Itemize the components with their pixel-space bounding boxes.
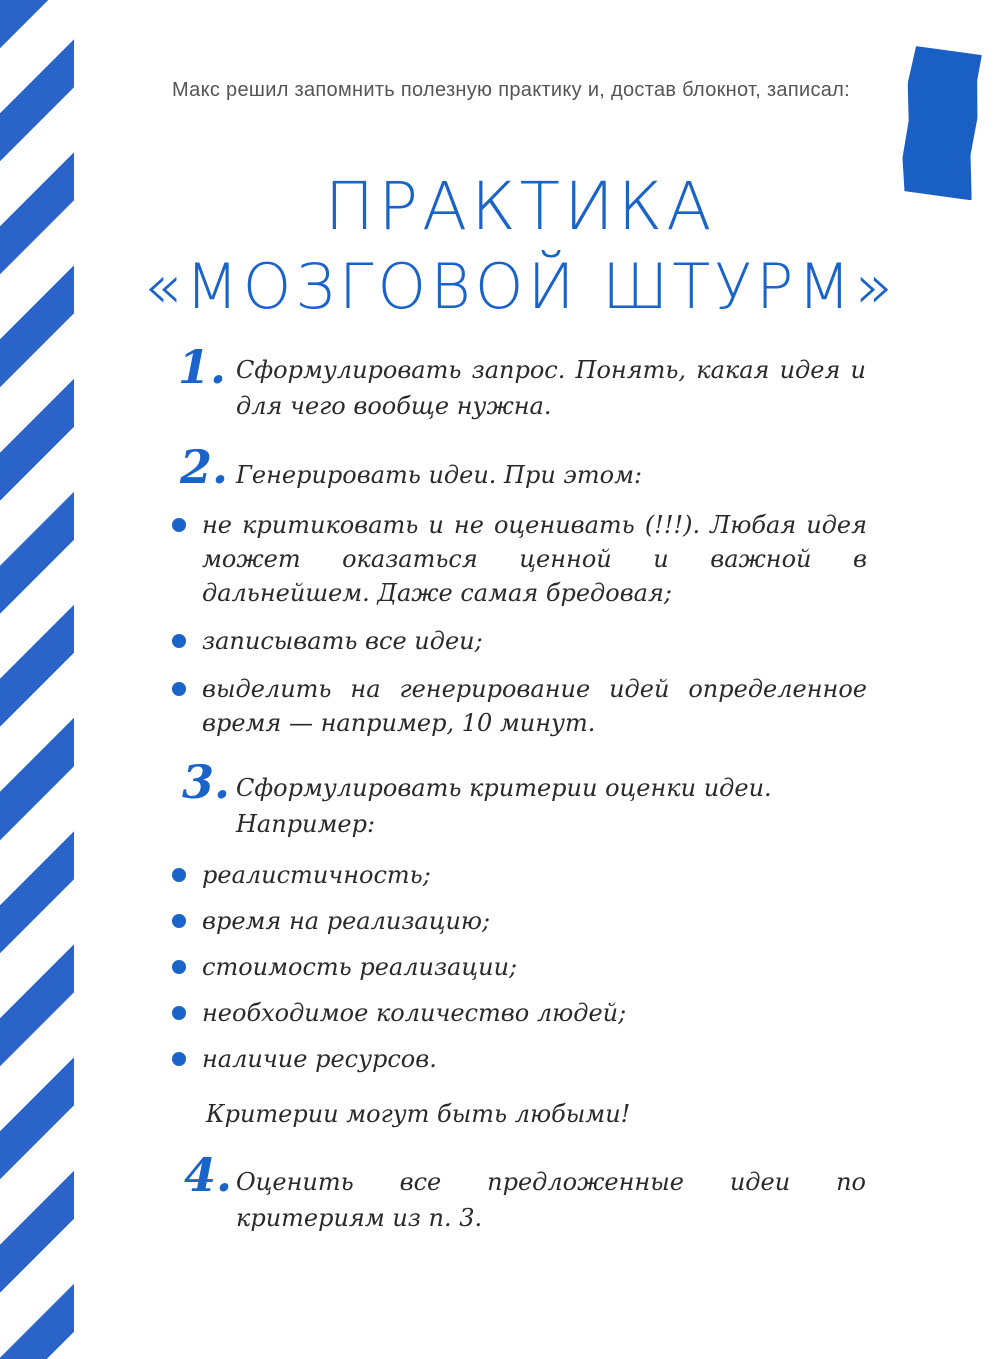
bullet-dot <box>172 634 186 648</box>
step3-bullet-2: время на реализацию; <box>202 907 491 935</box>
criteria-note: Критерии могут быть любыми! <box>206 1100 631 1128</box>
bullet-dot <box>172 868 186 882</box>
step-number-4: 4. <box>184 1148 233 1202</box>
step3-bullet-4: необходимое количество людей; <box>202 999 627 1027</box>
step3-bullet-3: стоимость реализации; <box>202 953 518 981</box>
bullet-dot <box>172 1006 186 1020</box>
intro-text: Макс решил запомнить полезную практику и, достав блокнот, записал: <box>172 79 851 101</box>
bullet-dot <box>172 914 186 928</box>
step-text-4: Оценить все предложенные идеи по критериям из п. 3. <box>236 1168 866 1232</box>
title-line-2: «МОЗГОВОЙ ШТУРМ» <box>143 250 897 323</box>
stripe-edge <box>74 0 84 1359</box>
bullet-dot <box>172 960 186 974</box>
title-line-1: ПРАКТИКА <box>324 168 716 245</box>
step-number-3: 3. <box>182 755 231 809</box>
step3-bullet-5: наличие ресурсов. <box>202 1045 437 1073</box>
step-text-3: Сформулировать критерии оценки идеи. Например: <box>236 774 772 838</box>
bullet-dot <box>172 518 186 532</box>
bullet-dot <box>172 682 186 696</box>
bullet-dot <box>172 1052 186 1066</box>
step-text-1: Сформулировать запрос. Понять, какая идея и для чего вообще нужна. <box>236 356 866 420</box>
step3-bullet-1: реалистичность; <box>202 861 431 889</box>
step2-bullet-2: записывать все идеи; <box>202 627 483 655</box>
step-number-1: 1. <box>178 340 227 394</box>
step2-bullet-3: выделить на генерирование идей определенное время — например, 10 минут. <box>202 675 867 737</box>
step-number-2: 2. <box>180 440 229 494</box>
step-text-2: Генерировать идеи. При этом: <box>236 461 643 489</box>
step2-bullet-1: не критиковать и не оценивать (!!!). Любая идея может оказаться ценной и важной в дальнейшем. Даже самая бредовая; <box>202 511 867 607</box>
decorative-stripes <box>0 0 80 1359</box>
